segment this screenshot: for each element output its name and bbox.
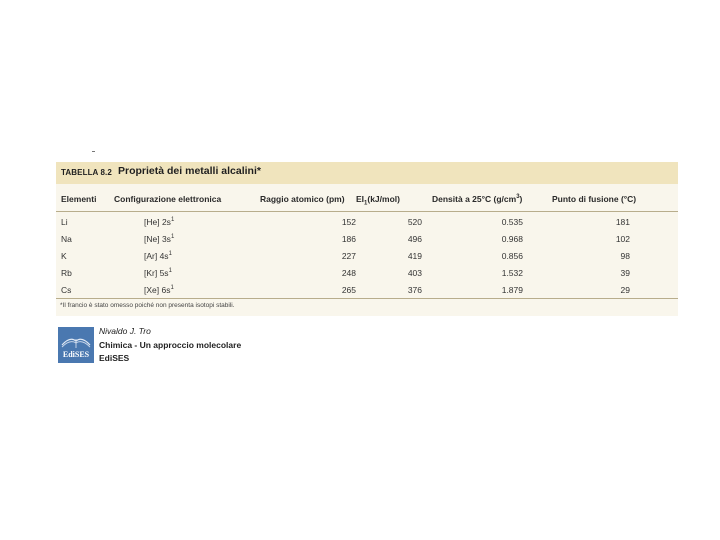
cell-element: Rb	[61, 268, 72, 278]
table-label: TABELLA 8.2	[61, 168, 112, 177]
cell-element: Cs	[61, 285, 72, 295]
table-row	[56, 231, 678, 248]
table-row	[56, 248, 678, 265]
cell-melting: 39	[620, 268, 630, 278]
table-row	[56, 282, 678, 299]
cell-radius: 248	[341, 268, 356, 278]
cell-config: [Kr] $5s^1$	[144, 268, 172, 278]
cell-density: 1.879	[501, 285, 523, 295]
header-radius: Raggio atomico (pm)	[260, 194, 345, 204]
header-melting: Punto di fusione (°C)	[552, 194, 637, 204]
header-divider	[56, 211, 678, 212]
cell-melting: 102	[615, 234, 630, 244]
logo-text: EdiSES	[62, 350, 90, 359]
table-row	[56, 214, 678, 231]
cell-config: [Ar] $4s^1$	[144, 251, 172, 261]
cell-ei: 419	[407, 251, 422, 261]
cell-density: 1.532	[501, 268, 523, 278]
cell-radius: 227	[341, 251, 356, 261]
cell-density: 0.968	[501, 234, 523, 244]
header-ei: $EI_1(kJ/mol)$	[356, 194, 400, 207]
cell-element: K	[61, 251, 67, 261]
cell-config: [Xe] $6s^1$	[144, 285, 174, 295]
cell-ei: 403	[407, 268, 422, 278]
table-header-row	[56, 186, 678, 212]
cell-config: [Ne] $3s^1$	[144, 234, 175, 244]
table-row	[56, 265, 678, 282]
cell-element: Na	[61, 234, 72, 244]
header-config: Configurazione elettronica	[114, 194, 222, 204]
cell-radius: 186	[341, 234, 356, 244]
edises-logo	[58, 327, 94, 363]
cell-density: 0.856	[501, 251, 523, 261]
cell-config: [He] $2s^1$	[144, 217, 175, 227]
cell-melting: 98	[620, 251, 630, 261]
footer-divider	[56, 298, 678, 299]
stray-mark	[92, 151, 95, 152]
cell-density: 0.535	[501, 217, 523, 227]
publisher-author: Nivaldo J. Tro	[99, 326, 151, 336]
table-title-bar	[56, 162, 678, 184]
cell-ei: 376	[407, 285, 422, 295]
table-footnote: *Il francio è stato omesso poiché non presenta isotopi stabili.	[60, 302, 235, 309]
cell-melting: 181	[615, 217, 630, 227]
alkali-metals-table	[56, 162, 678, 316]
cell-element: Li	[61, 217, 68, 227]
publisher-name: EdiSES	[99, 353, 130, 363]
cell-radius: 152	[341, 217, 356, 227]
publisher-book: Chimica - Un approccio molecolare	[99, 340, 242, 350]
cell-ei: 520	[407, 217, 422, 227]
cell-radius: 265	[341, 285, 356, 295]
cell-ei: 496	[407, 234, 422, 244]
header-element: Elementi	[61, 194, 97, 204]
header-density: Densità a 25°C $(g/cm^3)$	[432, 194, 523, 204]
table-title: Proprietà dei metalli alcalini*	[118, 165, 261, 177]
cell-melting: 29	[620, 285, 630, 295]
